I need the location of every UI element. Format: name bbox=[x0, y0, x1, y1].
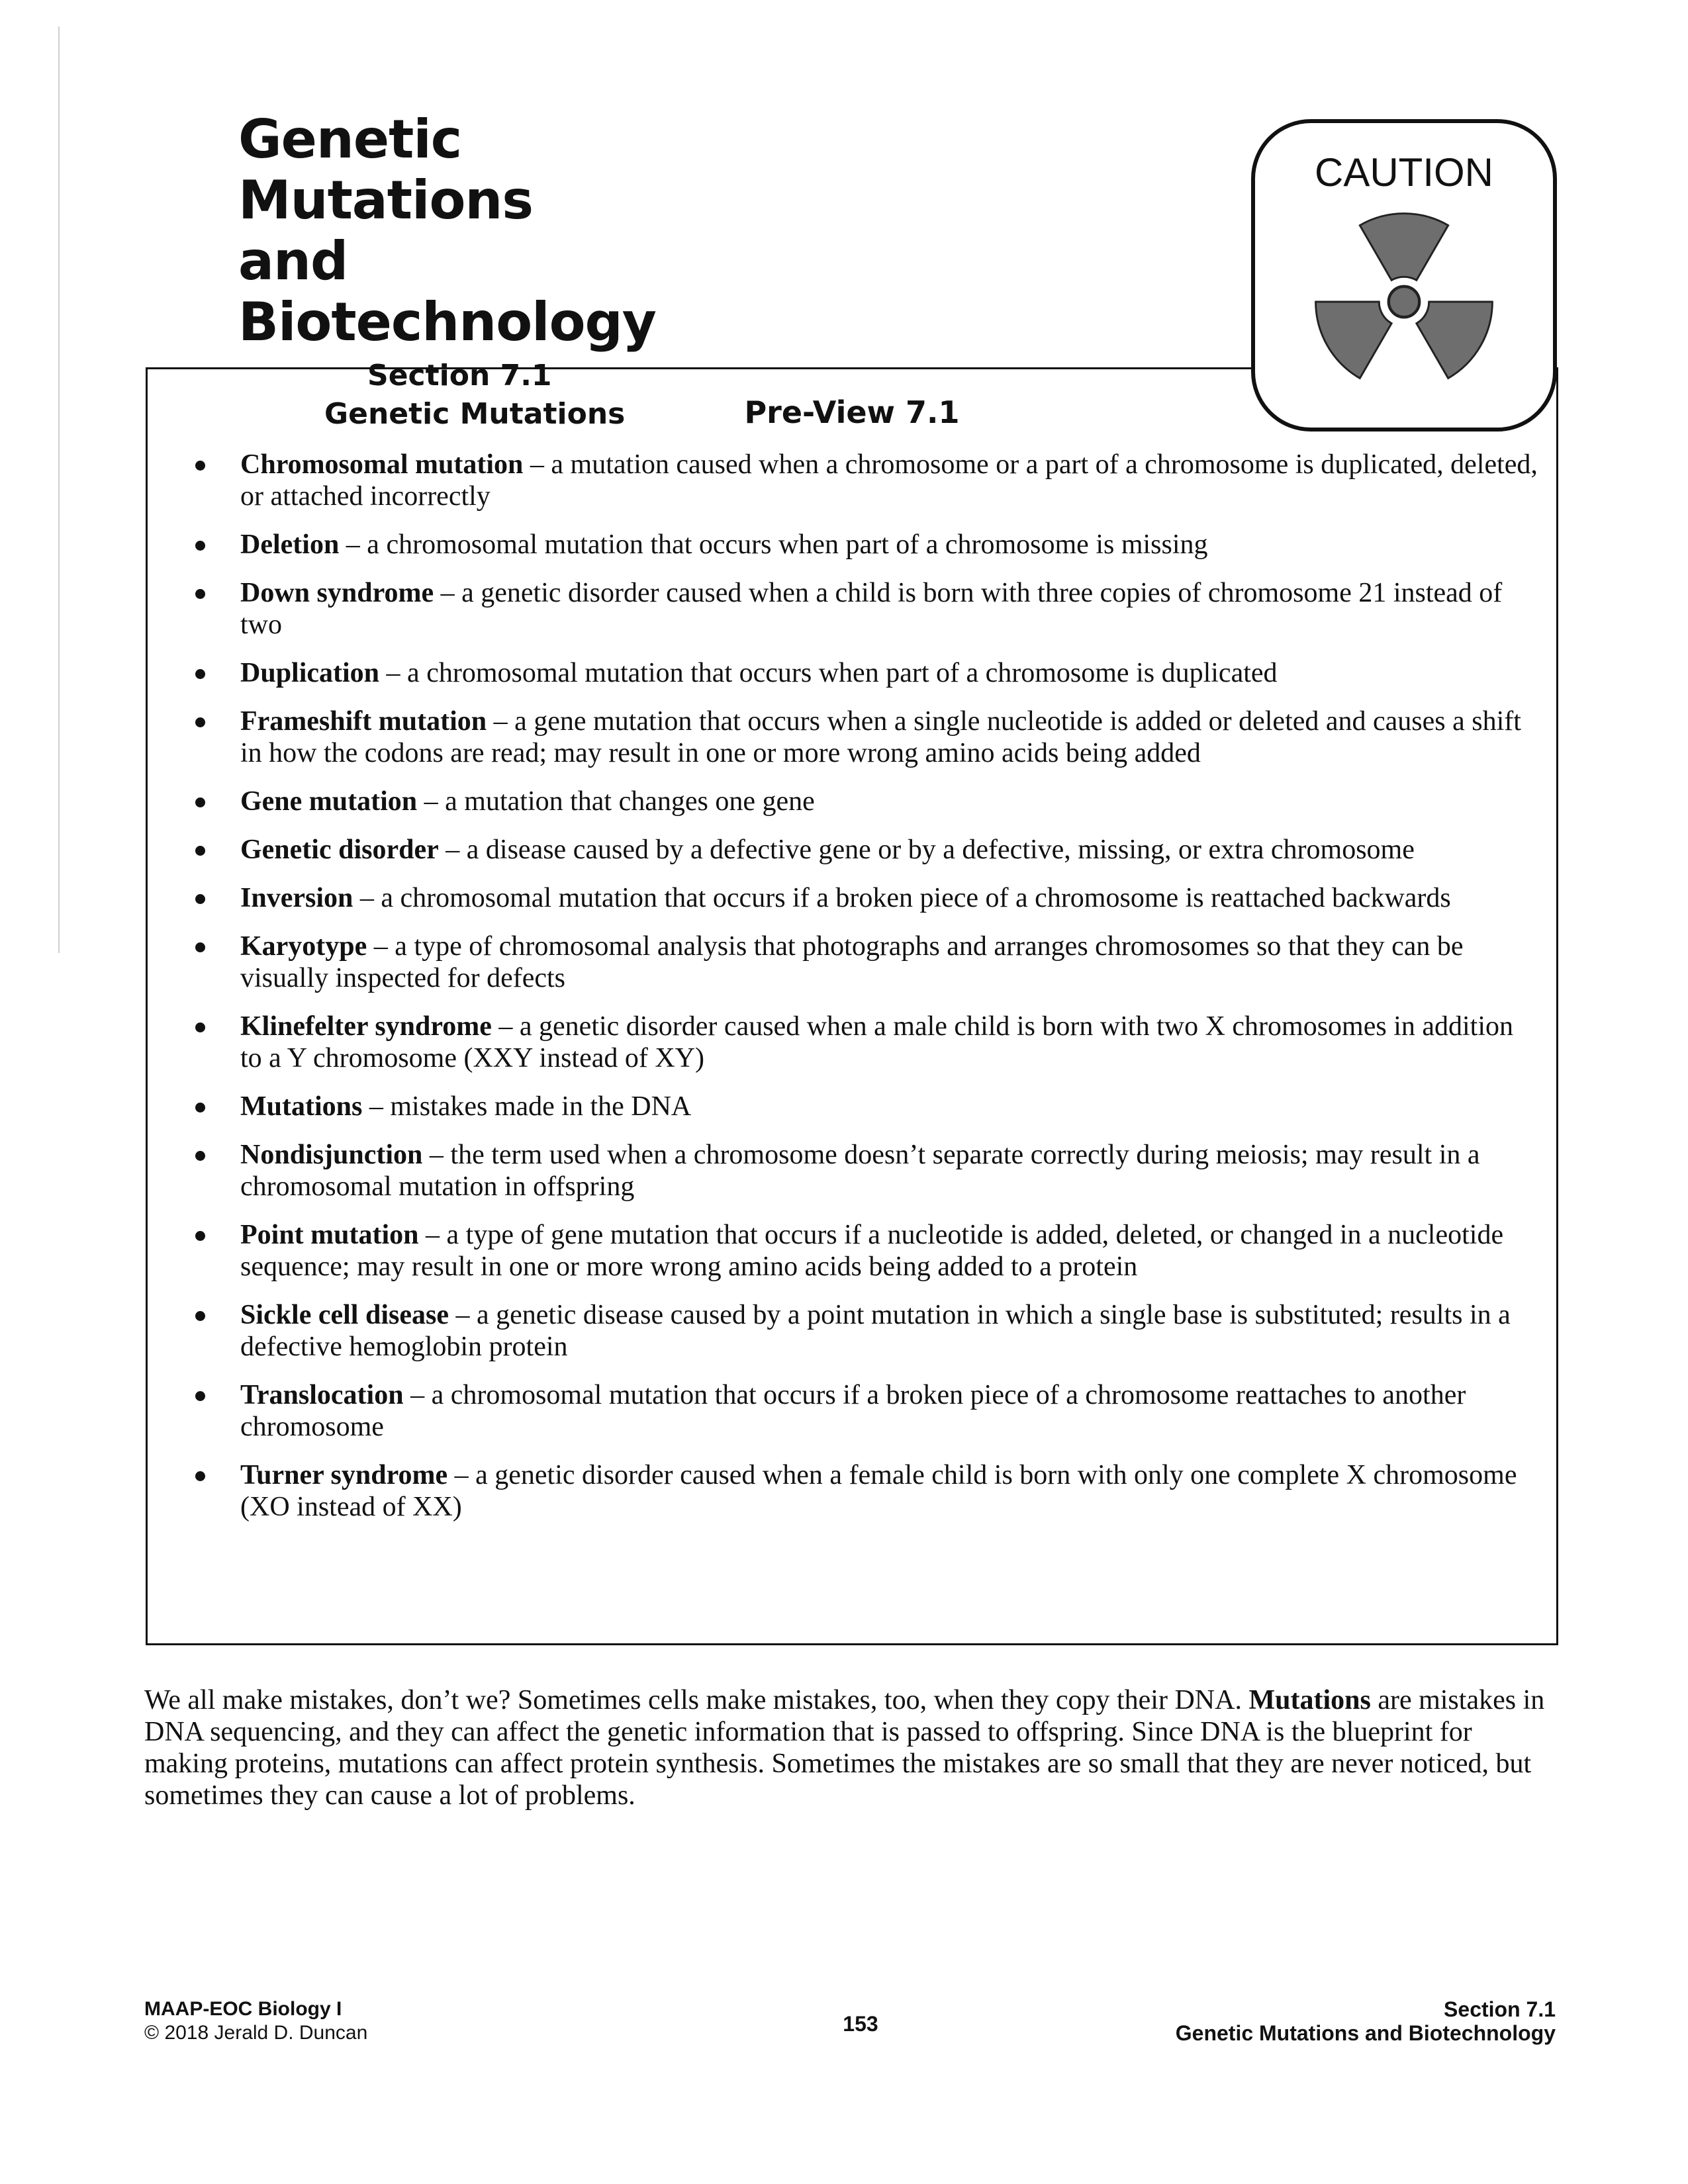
term-word: Inversion bbox=[240, 883, 353, 913]
radiation-blade-2 bbox=[1417, 302, 1493, 379]
chapter-title bbox=[238, 109, 768, 353]
term-word: Down syndrome bbox=[240, 578, 434, 608]
bullet-icon bbox=[195, 942, 205, 952]
chapter-title-line-2: and Biotechnology bbox=[238, 230, 656, 353]
vocabulary-item bbox=[195, 834, 1539, 866]
vocabulary-item bbox=[195, 1139, 1539, 1203]
term-definition: – a mutation that changes one gene bbox=[417, 786, 815, 817]
bullet-icon bbox=[195, 1311, 205, 1321]
bullet-icon bbox=[195, 846, 205, 856]
term-definition: – a disease caused by a defective gene or by a defective, missing, or extra chromosome bbox=[438, 835, 1415, 865]
bullet-icon bbox=[195, 1023, 205, 1032]
footer-right bbox=[1059, 1997, 1556, 2045]
footer-section: Section 7.1 bbox=[1444, 1997, 1556, 2021]
term-definition: – the term used when a chromosome doesn’t separate correctly during meiosis; may result in a chromosomal mutation in offspring bbox=[240, 1140, 1480, 1202]
term-word: Translocation bbox=[240, 1380, 404, 1410]
vocabulary-item bbox=[195, 705, 1539, 769]
bullet-icon bbox=[195, 797, 205, 807]
vocabulary-item bbox=[195, 657, 1539, 689]
term-definition: – mistakes made in the DNA bbox=[362, 1091, 692, 1122]
footer-copyright: © 2018 Jerald D. Duncan bbox=[144, 2022, 368, 2044]
vocabulary-item bbox=[195, 577, 1539, 641]
vocabulary-item bbox=[195, 1091, 1539, 1122]
footer-chapter: Genetic Mutations and Biotechnology bbox=[1175, 2021, 1556, 2045]
bullet-icon bbox=[195, 1231, 205, 1241]
vocabulary-item bbox=[195, 1011, 1539, 1074]
radiation-blade-3 bbox=[1316, 302, 1392, 379]
radiation-blade-1 bbox=[1360, 214, 1448, 281]
term-word: Turner syndrome bbox=[240, 1460, 448, 1490]
vocabulary-item bbox=[195, 882, 1539, 914]
bullet-icon bbox=[195, 1103, 205, 1113]
bullet-icon bbox=[195, 1151, 205, 1161]
radiation-icon bbox=[1308, 206, 1500, 398]
scan-edge-line bbox=[58, 26, 60, 953]
vocabulary-item bbox=[195, 1219, 1539, 1283]
term-definition: – a genetic disorder caused when a female child is born with only one complete X chromosome (XO instead of XX) bbox=[240, 1460, 1517, 1522]
page-number: 153 bbox=[843, 2012, 878, 2036]
vocabulary-item bbox=[195, 449, 1539, 512]
bullet-icon bbox=[195, 541, 205, 551]
preview-box bbox=[146, 367, 1558, 1645]
term-definition: – a chromosomal mutation that occurs if a broken piece of a chromosome is reattached backwards bbox=[353, 883, 1451, 913]
bullet-icon bbox=[195, 1471, 205, 1481]
term-word: Gene mutation bbox=[240, 786, 418, 817]
term-word: Karyotype bbox=[240, 931, 367, 962]
term-definition: – a gene mutation that occurs when a single nucleotide is added or deleted and causes a shift in how the codons are read; may result in one or more wrong amino acids being added bbox=[240, 706, 1521, 768]
term-word: Sickle cell disease bbox=[240, 1300, 449, 1330]
caution-label: CAUTION bbox=[1315, 150, 1493, 195]
term-definition: – a type of chromosomal analysis that photographs and arranges chromosomes so that they can be visually inspected for defects bbox=[240, 931, 1464, 993]
term-definition: – a mutation caused when a chromosome or a part of a chromosome is duplicated, deleted, or attached incorrectly bbox=[240, 449, 1538, 512]
term-word: Nondisjunction bbox=[240, 1140, 423, 1170]
term-definition: – a genetic disorder caused when a child is born with three copies of chromosome 21 instead of two bbox=[240, 578, 1503, 640]
term-word: Klinefelter syndrome bbox=[240, 1011, 492, 1042]
term-word: Frameshift mutation bbox=[240, 706, 487, 737]
term-definition: – a genetic disorder caused when a male child is born with two X chromosomes in addition to a Y chromosome (XXY instead of XY) bbox=[240, 1011, 1514, 1073]
term-word: Chromosomal mutation bbox=[240, 449, 524, 480]
bullet-icon bbox=[195, 894, 205, 904]
intro-text-2: are mistakes in DNA sequencing, and they can affect the genetic information that is passed to offspring. Since DNA is the blueprint for making proteins, mutations can affect protein synthesis. Sometimes the mistakes are so small that they are never noticed, but sometimes they can cause a lot of problems. bbox=[144, 1685, 1545, 1811]
term-word: Point mutation bbox=[240, 1220, 419, 1250]
term-definition: – a chromosomal mutation that occurs when part of a chromosome is duplicated bbox=[379, 658, 1278, 688]
vocabulary-item bbox=[195, 786, 1539, 817]
bullet-icon bbox=[195, 1391, 205, 1401]
intro-paragraph bbox=[144, 1684, 1554, 1811]
term-definition: – a genetic disease caused by a point mutation in which a single base is substituted; results in a defective hemoglobin protein bbox=[240, 1300, 1511, 1362]
term-word: Genetic disorder bbox=[240, 835, 439, 865]
section-number: Section 7.1 bbox=[367, 359, 552, 392]
term-definition: – a chromosomal mutation that occurs if a broken piece of a chromosome reattaches to another chromosome bbox=[240, 1380, 1466, 1442]
bullet-icon bbox=[195, 589, 205, 599]
term-word: Mutations bbox=[240, 1091, 363, 1122]
term-word: Duplication bbox=[240, 658, 380, 688]
vocabulary-item bbox=[195, 931, 1539, 994]
bullet-icon bbox=[195, 669, 205, 679]
footer-course: MAAP-EOC Biology I bbox=[144, 1998, 342, 2020]
radiation-center bbox=[1389, 287, 1419, 317]
intro-text-1: We all make mistakes, don’t we? Sometimes cells make mistakes, too, when they copy their DNA. bbox=[144, 1685, 1249, 1715]
term-definition: – a type of gene mutation that occurs if a nucleotide is added, deleted, or changed in a nucleotide sequence; may result in one or more wrong amino acids being added to a protein bbox=[240, 1220, 1504, 1282]
bullet-icon bbox=[195, 717, 205, 727]
footer-left bbox=[144, 1997, 367, 2045]
section-title: Genetic Mutations bbox=[324, 397, 626, 431]
vocabulary-item bbox=[195, 1299, 1539, 1363]
intro-keyword: Mutations bbox=[1248, 1685, 1371, 1715]
chapter-title-line-1: Genetic Mutations bbox=[238, 109, 533, 231]
term-definition: – a chromosomal mutation that occurs when part of a chromosome is missing bbox=[339, 529, 1208, 560]
vocabulary-item bbox=[195, 529, 1539, 561]
preview-title: Pre-View 7.1 bbox=[744, 394, 960, 430]
vocabulary-item bbox=[195, 1379, 1539, 1443]
vocabulary-item bbox=[195, 1459, 1539, 1523]
bullet-icon bbox=[195, 461, 205, 471]
caution-sign bbox=[1251, 119, 1557, 432]
term-word: Deletion bbox=[240, 529, 340, 560]
vocabulary-list bbox=[195, 449, 1539, 1539]
